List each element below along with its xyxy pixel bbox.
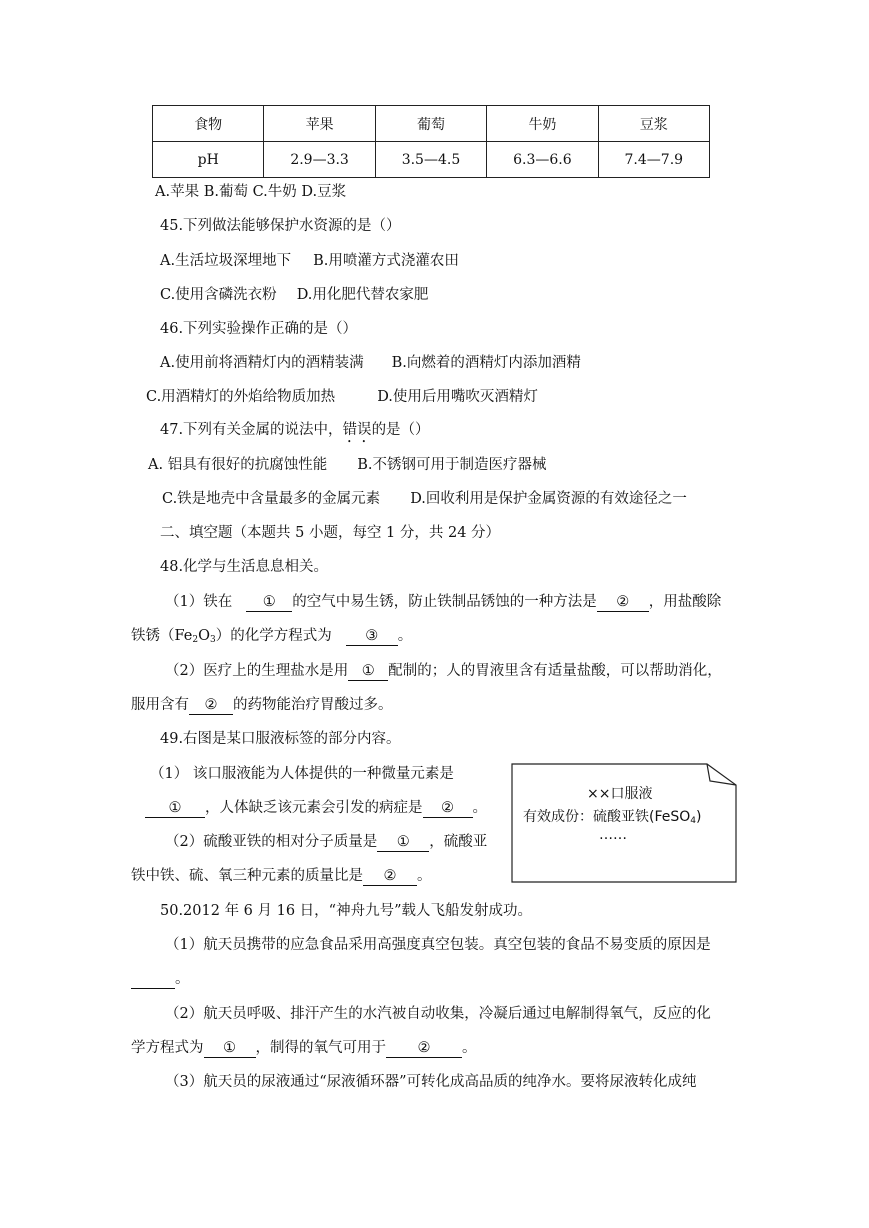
q46-option-d: D.使用后用嘴吹灭酒精灯	[377, 389, 538, 405]
ph-table-cell: 7.4—7.9	[598, 142, 709, 178]
q46-option-a: A.使用前将酒精灯内的酒精装满	[160, 355, 364, 371]
ph-table-cell: 6.3—6.6	[487, 142, 598, 178]
q49-part1-line2	[145, 798, 487, 818]
q49-part2-line1	[165, 832, 487, 852]
q46-options-2	[146, 387, 538, 407]
q48-text: 铁锈（Fe	[131, 628, 193, 644]
q44-options: A.苹果 B.葡萄 C.牛奶 D.豆浆	[155, 184, 347, 200]
q46-stem: 46.下列实验操作正确的是（）	[160, 321, 358, 337]
q50-part2-line1: （2）航天员呼吸、排汗产生的水汽被自动收集，冷凝后通过电解制得氧气，反应的化	[165, 1006, 711, 1022]
label-ellipsis: ……	[599, 827, 627, 843]
q46-options-1	[160, 353, 581, 373]
label-ingredient-text: )	[696, 809, 702, 825]
q50-stem: 50.2012 年 6 月 16 日，“神舟九号”载人飞船发射成功。	[160, 903, 533, 919]
ph-table-cell: 苹果	[264, 106, 375, 142]
answer-blank[interactable]: ②	[189, 696, 233, 715]
q48-part2-line2	[131, 695, 393, 715]
q47-options-1	[148, 455, 546, 475]
q49-text: 。	[417, 868, 432, 884]
q48-text: （1）铁在	[165, 594, 233, 610]
q47-option-a: A. 铝具有很好的抗腐蚀性能	[148, 457, 328, 473]
q50-part2-line2	[131, 1038, 477, 1058]
q45-option-a: A.生活垃圾深埋地下	[160, 253, 292, 269]
q50-text: 学方程式为	[131, 1040, 204, 1056]
ph-table-cell: 2.9—3.3	[264, 142, 375, 178]
q45-option-c: C.使用含磷洗衣粉	[160, 287, 277, 303]
q49-stem: 49.右图是某口服液标签的部分内容。	[160, 731, 401, 747]
ph-table-cell: pH	[153, 142, 264, 178]
oral-liquid-label	[511, 763, 737, 883]
ph-table-cell: 豆浆	[598, 106, 709, 142]
q48-text: （2）医疗上的生理盐水是用	[165, 663, 349, 679]
answer-blank[interactable]: ②	[386, 1039, 462, 1058]
ph-table-cell: 3.5—4.5	[375, 142, 486, 178]
q46-option-c: C.用酒精灯的外焰给物质加热	[146, 389, 336, 405]
answer-blank[interactable]: ②	[363, 867, 417, 886]
q47-option-b: B.不锈钢可用于制造医疗器械	[357, 457, 547, 473]
q47-emphasis: 错误	[342, 422, 372, 438]
answer-blank[interactable]: ①	[246, 593, 292, 612]
q48-text: 配制的；人的胃液里含有适量盐酸，可以帮助消化，	[388, 663, 722, 679]
subscript: 3	[209, 635, 216, 645]
q48-text: ）的化学方程式为	[215, 628, 332, 644]
q49-text: 铁中铁、硫、氧三种元素的质量比是	[131, 868, 363, 884]
q45-options-2	[160, 285, 428, 305]
answer-blank[interactable]	[131, 970, 175, 989]
q50-part3-line1: （3）航天员的尿液通过“尿液循环器”可转化成高品质的纯净水。要将尿液转化成纯	[165, 1074, 697, 1090]
answer-blank[interactable]: ①	[348, 662, 388, 681]
q48-text: 服用含有	[131, 697, 189, 713]
ph-table-header-row	[153, 106, 710, 142]
q45-stem: 45.下列做法能够保护水资源的是（）	[160, 218, 401, 234]
q48-part1-line2	[131, 626, 412, 646]
q49-text: 。	[472, 800, 487, 816]
q47-option-d: D.回收利用是保护金属资源的有效途径之一	[410, 491, 687, 507]
ph-table-cell: 食物	[153, 106, 264, 142]
q47-options-2	[162, 489, 687, 509]
q50-part1-line2	[131, 969, 190, 989]
section-title: 二、填空题（本题共 5 小题，每空 1 分，共 24 分）	[160, 525, 501, 541]
q45-option-b: B.用喷灌方式浇灌农田	[313, 253, 459, 269]
ph-table	[152, 105, 710, 178]
answer-blank[interactable]: ②	[423, 799, 473, 818]
ph-table-value-row	[153, 142, 710, 178]
label-title: ××口服液	[587, 786, 653, 802]
q49-part1-line1: （1） 该口服液能为人体提供的一种微量元素是	[150, 766, 454, 782]
answer-blank[interactable]: ③	[346, 627, 398, 646]
answer-blank[interactable]: ②	[597, 593, 649, 612]
label-ingredient-text: 有效成份：硫酸亚铁(FeSO	[523, 809, 691, 825]
q47-stem-text: 47.下列有关金属的说法中，	[160, 422, 343, 438]
q49-text: ，硫酸亚	[429, 834, 488, 850]
q48-text: ，用盐酸除	[648, 594, 722, 610]
q47-option-c: C.铁是地壳中含量最多的金属元素	[162, 491, 381, 507]
q49-text: ，人体缺乏该元素会引发的病症是	[205, 800, 423, 816]
q47-stem-end: 的是（）	[371, 422, 430, 438]
subscript: 2	[192, 635, 199, 645]
q48-part1-line1	[165, 592, 721, 612]
subscript: 4	[690, 816, 697, 826]
q48-text: 的空气中易生锈，防止铁制品锈蚀的一种方法是	[292, 594, 597, 610]
q48-stem: 48.化学与生活息息相关。	[160, 559, 329, 575]
q48-text: 的药物能治疗胃酸过多。	[233, 697, 393, 713]
q50-text: ，制得的氧气可用于	[255, 1040, 386, 1056]
q49-part2-line2	[131, 866, 432, 886]
q47-stem	[160, 420, 430, 446]
q48-part2-line1	[165, 661, 722, 681]
q50-text: 。	[462, 1040, 477, 1056]
answer-blank[interactable]: ①	[377, 833, 429, 852]
ph-table-cell: 葡萄	[375, 106, 486, 142]
q50-part1-line1: （1）航天员携带的应急食品采用高强度真空包装。真空包装的食品不易变质的原因是	[165, 937, 711, 953]
q48-text: 。	[397, 628, 413, 644]
q45-options-1	[160, 251, 459, 271]
q50-text: 。	[175, 971, 190, 987]
ph-table-cell: 牛奶	[487, 106, 598, 142]
q45-option-d: D.用化肥代替农家肥	[296, 287, 429, 303]
answer-blank[interactable]: ①	[145, 799, 205, 818]
q46-option-b: B.向燃着的酒精灯内添加酒精	[391, 355, 581, 371]
label-ingredient	[523, 806, 701, 826]
q49-text: （2）硫酸亚铁的相对分子质量是	[165, 834, 378, 850]
answer-blank[interactable]: ①	[204, 1039, 256, 1058]
q48-text: O	[198, 628, 210, 644]
